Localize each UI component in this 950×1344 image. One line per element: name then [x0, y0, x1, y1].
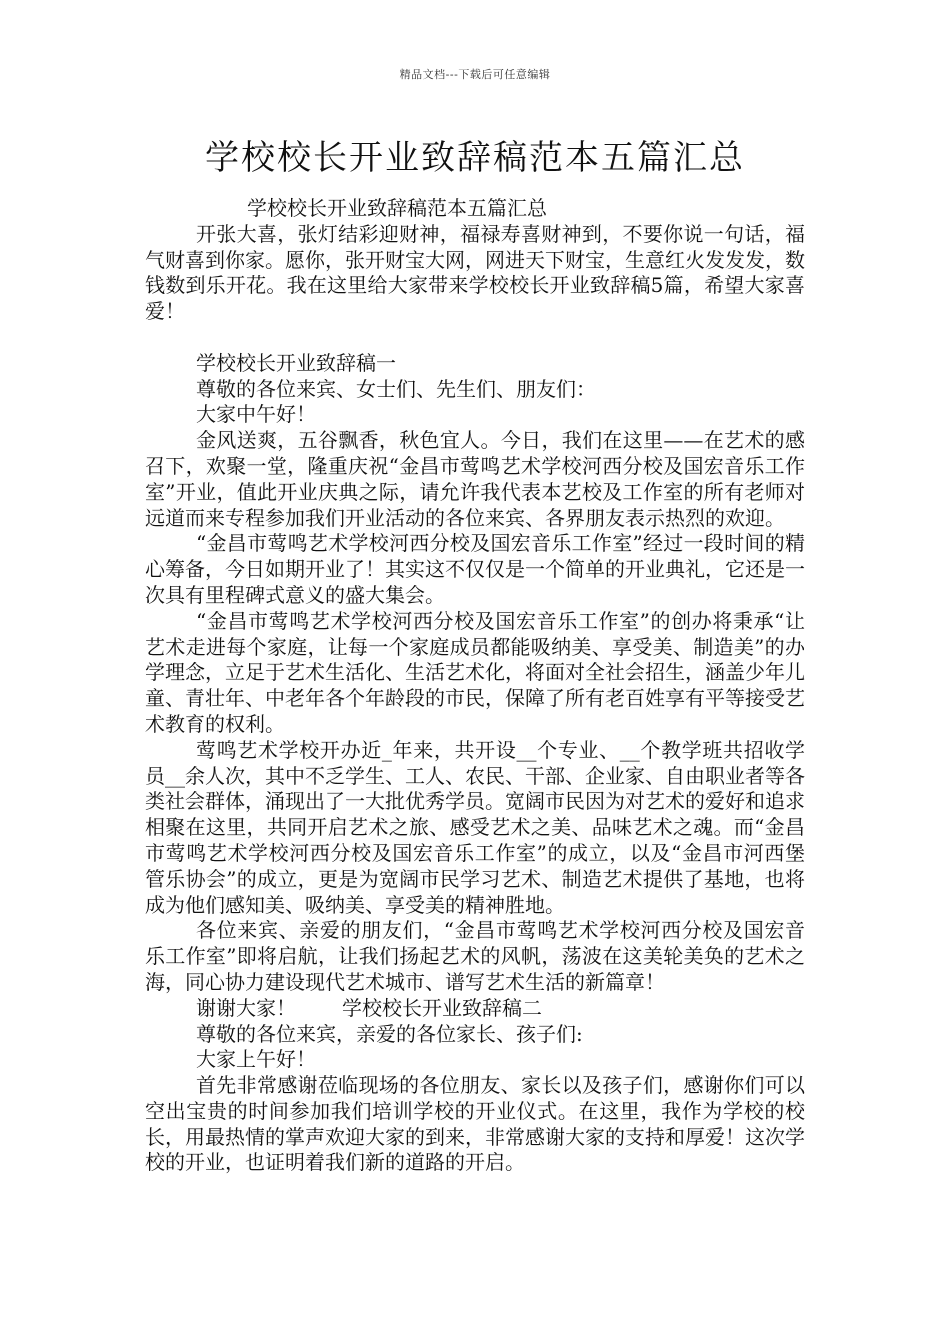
- greeting-paragraph: 大家中午好！: [196, 402, 316, 427]
- thanks-and-heading-2-line: [145, 996, 805, 1022]
- section-heading-1: 学校校长开业致辞稿一: [196, 350, 396, 375]
- body-paragraph: 金风送爽，五谷飘香，秋色宜人。今日，我们在这里——在艺术的感召下，欢聚一堂，隆重庆祝“金昌市莺鸣艺术学校河西分校及国宏音乐工作室”开业，值此开业庆典之际，请允许我代表本艺校及工作室的所有老师对远道而来专程参加我们开业活动的各位来宾、各界朋友表示热烈的欢迎。: [145, 428, 805, 530]
- intro-paragraph: 开张大喜，张灯结彩迎财神，福禄寿喜财神到，不要你说一句话，福气财喜到你家。愿你，张开财宝大网，网进天下财宝，生意红火发发发，数钱数到乐开花。我在这里给大家带来学校校长开业致辞稿5篇，希望大家喜爱！: [145, 221, 805, 324]
- subtitle-paragraph: 学校校长开业致辞稿范本五篇汇总: [247, 196, 547, 220]
- body-paragraph: 首先非常感谢莅临现场的各位朋友、家长以及孩子们，感谢你们可以空出宝贵的时间参加我们培训学校的开业仪式。在这里，我作为学校的校长，用最热情的掌声欢迎大家的到来，非常感谢大家的支持和厚爱！这次学校的开业，也证明着我们新的道路的开启。: [145, 1073, 805, 1175]
- document-title: 学校校长开业致辞稿范本五篇汇总: [205, 138, 745, 178]
- salutation-paragraph: 尊敬的各位来宾、女士们、先生们、朋友们：: [196, 376, 596, 401]
- thanks-text: 谢谢大家！: [196, 995, 296, 1020]
- body-paragraph: “金昌市莺鸣艺术学校河西分校及国宏音乐工作室”经过一段时间的精心筹备，今日如期开业了！其实这不仅仅是一个简单的开业典礼，它还是一次具有里程碑式意义的盛大集会。: [145, 531, 805, 607]
- document-body: [145, 196, 805, 1176]
- body-paragraph: 各位来宾、亲爱的朋友们，“金昌市莺鸣艺术学校河西分校及国宏音乐工作室”即将启航，让我们扬起艺术的风帆，荡波在这美轮美奂的艺术之海，同心协力建设现代艺术城市、谱写艺术生活的新篇章！: [145, 918, 805, 994]
- blank-line: [145, 325, 805, 351]
- greeting-paragraph: 大家上午好！: [196, 1047, 316, 1072]
- body-paragraph: 莺鸣艺术学校开办近_年来，共开设__个专业、__个教学班共招收学员__余人次，其中不乏学生、工人、农民、干部、企业家、自由职业者等各类社会群体，涌现出了一大批优秀学员。宽阔市民因为对艺术的爱好和追求相聚在这里，共同开启艺术之旅、感受艺术之美、品味艺术之魂。而“金昌市莺鸣艺术学校河西分校及国宏音乐工作室”的成立，以及“金昌市河西堡管乐协会”的成立，更是为宽阔市民学习艺术、制造艺术提供了基地，也将成为他们感知美、吸纳美、享受美的精神胜地。: [145, 737, 805, 917]
- body-paragraph: “金昌市莺鸣艺术学校河西分校及国宏音乐工作室”的创办将秉承“让艺术走进每个家庭，让每一个家庭成员都能吸纳美、享受美、制造美”的办学理念，立足于艺术生活化、生活艺术化，将面对全社会招生，涵盖少年儿童、青壮年、中老年各个年龄段的市民，保障了所有老百姓享有平等接受艺术教育的权利。: [145, 608, 805, 736]
- header-note: 精品文档---下载后可任意编辑: [399, 68, 551, 81]
- salutation-paragraph: 尊敬的各位来宾，亲爱的各位家长、孩子们:: [196, 1021, 583, 1046]
- section-heading-2: 学校校长开业致辞稿二: [342, 995, 542, 1020]
